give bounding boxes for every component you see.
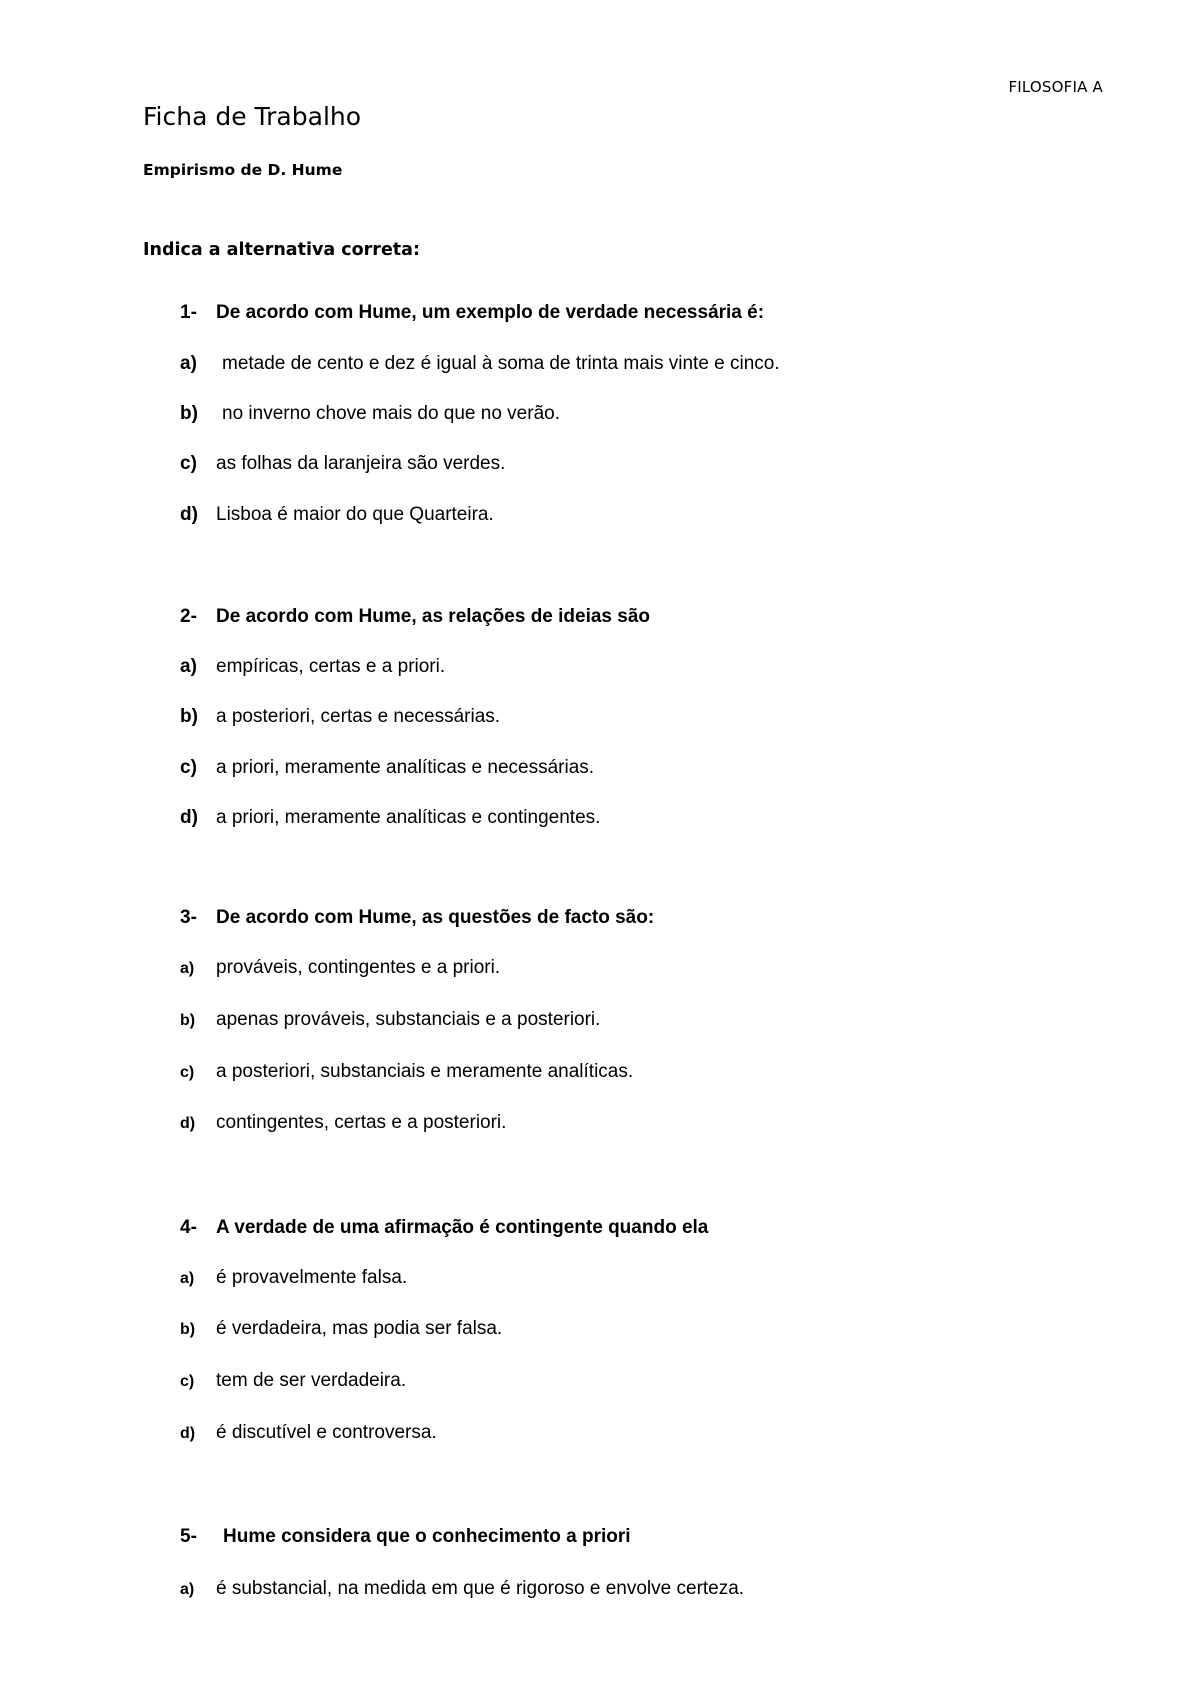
option-text: prováveis, contingentes e a priori. bbox=[216, 957, 501, 978]
instruction-text: Indica a alternativa correta: bbox=[143, 240, 420, 260]
page-title: Ficha de Trabalho bbox=[143, 102, 362, 131]
question-number: 2- bbox=[180, 606, 197, 627]
option-letter: a) bbox=[180, 960, 195, 977]
question-number: 1- bbox=[180, 302, 197, 323]
option-text: no inverno chove mais do que no verão. bbox=[222, 403, 560, 424]
option-5a bbox=[180, 1578, 744, 1600]
option-letter: c) bbox=[180, 1064, 195, 1081]
option-letter: c) bbox=[180, 757, 197, 778]
option-text: as folhas da laranjeira são verdes. bbox=[216, 453, 506, 474]
option-text: é substancial, na medida em que é rigoroso e envolve certeza. bbox=[216, 1578, 745, 1599]
question-text: De acordo com Hume, as relações de ideias são bbox=[216, 606, 651, 627]
option-3b bbox=[180, 1009, 600, 1031]
page-subtitle: Empirismo de D. Hume bbox=[143, 161, 343, 179]
option-2c bbox=[180, 757, 594, 779]
option-4b bbox=[180, 1318, 502, 1340]
option-2a bbox=[180, 656, 445, 678]
option-letter: b) bbox=[180, 1321, 196, 1338]
question-2 bbox=[180, 606, 650, 628]
option-text: metade de cento e dez é igual à soma de trinta mais vinte e cinco. bbox=[222, 353, 780, 374]
question-text: Hume considera que o conhecimento a priori bbox=[223, 1526, 631, 1547]
question-text: De acordo com Hume, as questões de facto são: bbox=[216, 907, 655, 928]
option-text: contingentes, certas e a posteriori. bbox=[216, 1112, 507, 1133]
option-1d bbox=[180, 504, 494, 526]
question-number: 4- bbox=[180, 1217, 197, 1238]
option-4c bbox=[180, 1370, 406, 1392]
option-letter: b) bbox=[180, 706, 198, 727]
option-letter: a) bbox=[180, 353, 197, 374]
option-1b bbox=[180, 403, 560, 425]
option-4d bbox=[180, 1422, 437, 1444]
question-text: De acordo com Hume, um exemplo de verdade necessária é: bbox=[216, 302, 765, 323]
subject-header: FILOSOFIA A bbox=[1008, 78, 1103, 96]
question-number: 3- bbox=[180, 907, 197, 928]
option-letter: b) bbox=[180, 403, 198, 424]
option-text: apenas prováveis, substanciais e a posteriori. bbox=[216, 1009, 601, 1030]
option-text: a priori, meramente analíticas e contingentes. bbox=[216, 807, 601, 828]
option-1c bbox=[180, 453, 505, 475]
option-text: Lisboa é maior do que Quarteira. bbox=[216, 504, 494, 525]
option-text: a priori, meramente analíticas e necessárias. bbox=[216, 757, 595, 778]
option-letter: d) bbox=[180, 1115, 196, 1132]
option-text: tem de ser verdadeira. bbox=[216, 1370, 407, 1391]
option-letter: d) bbox=[180, 807, 198, 828]
option-text: é discutível e controversa. bbox=[216, 1422, 437, 1443]
option-letter: a) bbox=[180, 1581, 195, 1598]
option-3d bbox=[180, 1112, 506, 1134]
option-text: é verdadeira, mas podia ser falsa. bbox=[216, 1318, 503, 1339]
option-letter: d) bbox=[180, 504, 198, 525]
option-text: é provavelmente falsa. bbox=[216, 1267, 408, 1288]
option-letter: a) bbox=[180, 1270, 195, 1287]
option-letter: a) bbox=[180, 656, 197, 677]
option-letter: b) bbox=[180, 1012, 196, 1029]
option-text: a posteriori, substanciais e meramente analíticas. bbox=[216, 1061, 634, 1082]
option-3c bbox=[180, 1061, 633, 1083]
question-4 bbox=[180, 1217, 708, 1239]
question-text: A verdade de uma afirmação é contingente quando ela bbox=[216, 1217, 709, 1238]
option-letter: c) bbox=[180, 1373, 195, 1390]
option-letter: c) bbox=[180, 453, 197, 474]
option-2d bbox=[180, 807, 600, 829]
option-3a bbox=[180, 957, 500, 979]
option-2b bbox=[180, 706, 500, 728]
option-4a bbox=[180, 1267, 407, 1289]
option-text: empíricas, certas e a priori. bbox=[216, 656, 446, 677]
question-1 bbox=[180, 302, 764, 324]
question-number: 5- bbox=[180, 1526, 197, 1547]
option-1a bbox=[180, 353, 780, 375]
option-letter: d) bbox=[180, 1425, 196, 1442]
question-3 bbox=[180, 907, 654, 929]
question-5 bbox=[180, 1526, 631, 1548]
option-text: a posteriori, certas e necessárias. bbox=[216, 706, 501, 727]
